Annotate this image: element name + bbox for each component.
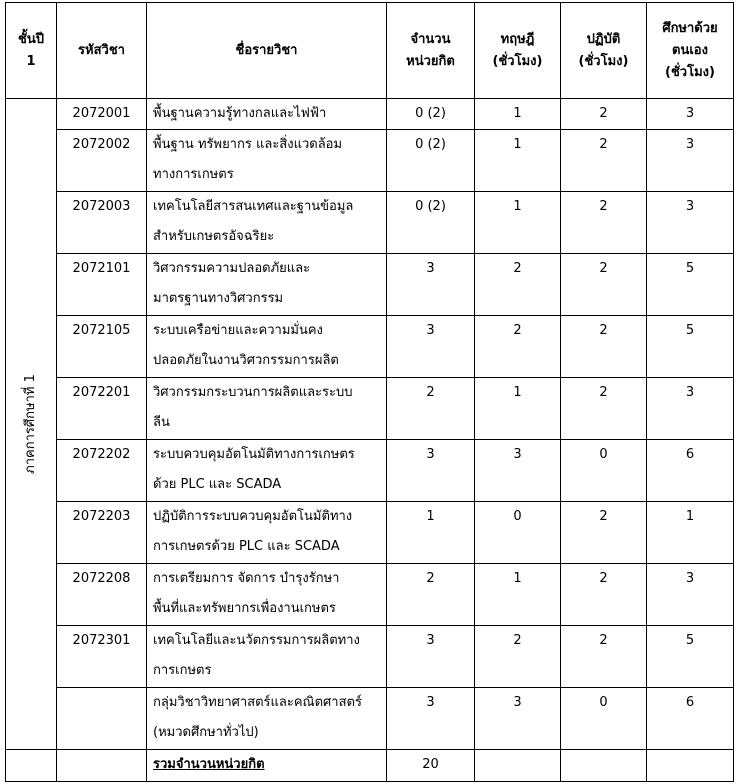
semester-cell xyxy=(6,99,57,750)
total-credits: 20 xyxy=(387,750,475,782)
table-row xyxy=(6,99,734,130)
credits-cell: 0 (2) xyxy=(387,130,475,192)
theory-cell: 3 xyxy=(475,688,561,750)
header-self-study: ศึกษาด้วย ตนเอง (ชั่วโมง) xyxy=(647,3,734,99)
empty-cell xyxy=(57,750,147,782)
course-code: 2072203 xyxy=(57,502,147,564)
course-name-line: วิศวกรรมความปลอดภัยและ xyxy=(153,261,311,276)
course-code: 2072002 xyxy=(57,130,147,192)
semester-label: ภาคการศึกษาที่ 1 xyxy=(23,374,38,474)
course-code: 2072101 xyxy=(57,254,147,316)
theory-cell: 2 xyxy=(475,626,561,688)
course-name xyxy=(147,626,387,688)
credits-cell: 3 xyxy=(387,254,475,316)
credits-cell: 0 (2) xyxy=(387,192,475,254)
credits-cell: 3 xyxy=(387,316,475,378)
practice-cell: 2 xyxy=(561,626,647,688)
course-name xyxy=(147,99,387,130)
table-row xyxy=(6,316,734,378)
empty-cell xyxy=(475,750,561,782)
self-study-cell: 5 xyxy=(647,316,734,378)
credits-cell: 3 xyxy=(387,688,475,750)
course-name xyxy=(147,688,387,750)
empty-cell xyxy=(647,750,734,782)
course-name xyxy=(147,564,387,626)
course-code: 2072208 xyxy=(57,564,147,626)
theory-cell: 2 xyxy=(475,316,561,378)
self-study-cell: 3 xyxy=(647,99,734,130)
course-name-line: ระบบควบคุมอัตโนมัติทางการเกษตร xyxy=(153,447,355,462)
practice-cell: 2 xyxy=(561,130,647,192)
course-name-line: พื้นฐานความรู้ทางกลและไฟฟ้า xyxy=(153,106,327,121)
course-name-line: พื้นที่และทรัพยากรเพื่องานเกษตร xyxy=(153,601,336,616)
course-name xyxy=(147,316,387,378)
credits-cell: 2 xyxy=(387,378,475,440)
table-row xyxy=(6,130,734,192)
course-code: 2072105 xyxy=(57,316,147,378)
table-row xyxy=(6,688,734,750)
self-study-cell: 5 xyxy=(647,254,734,316)
course-name-line: วิศวกรรมกระบวนการผลิตและระบบ xyxy=(153,385,353,400)
self-study-cell: 3 xyxy=(647,192,734,254)
credits-cell: 3 xyxy=(387,440,475,502)
table-row xyxy=(6,626,734,688)
theory-cell: 2 xyxy=(475,254,561,316)
table-row xyxy=(6,378,734,440)
course-code: 2072003 xyxy=(57,192,147,254)
theory-cell: 1 xyxy=(475,192,561,254)
practice-cell: 0 xyxy=(561,688,647,750)
course-name-line: ลีน xyxy=(153,415,170,430)
course-name-line: ด้วย PLC และ SCADA xyxy=(153,477,282,492)
course-name-line: มาตรฐานทางวิศวกรรม xyxy=(153,291,284,306)
course-name-line: สำหรับเกษตรอัจฉริยะ xyxy=(153,229,275,244)
total-label-cell xyxy=(147,750,387,782)
theory-cell: 3 xyxy=(475,440,561,502)
header-name: ชื่อรายวิชา xyxy=(147,3,387,99)
credits-cell: 1 xyxy=(387,502,475,564)
header-row xyxy=(6,3,734,99)
course-name-line: การเกษตร xyxy=(153,663,212,678)
course-code xyxy=(57,688,147,750)
credits-cell: 0 (2) xyxy=(387,99,475,130)
course-code: 2072202 xyxy=(57,440,147,502)
table-row xyxy=(6,192,734,254)
practice-cell: 0 xyxy=(561,440,647,502)
theory-cell: 1 xyxy=(475,130,561,192)
self-study-cell: 6 xyxy=(647,688,734,750)
table-row xyxy=(6,564,734,626)
course-code: 2072201 xyxy=(57,378,147,440)
practice-cell: 2 xyxy=(561,99,647,130)
curriculum-table xyxy=(5,2,734,782)
self-study-cell: 1 xyxy=(647,502,734,564)
course-code: 2072001 xyxy=(57,99,147,130)
course-name xyxy=(147,440,387,502)
theory-cell: 0 xyxy=(475,502,561,564)
header-practice: ปฏิบัติ (ชั่วโมง) xyxy=(561,3,647,99)
practice-cell: 2 xyxy=(561,564,647,626)
course-code: 2072301 xyxy=(57,626,147,688)
course-name-line: (หมวดศึกษาทั่วไป) xyxy=(153,725,259,740)
table-row xyxy=(6,502,734,564)
practice-cell: 2 xyxy=(561,502,647,564)
practice-cell: 2 xyxy=(561,378,647,440)
course-name-line: ปลอดภัยในงานวิศวกรรมการผลิต xyxy=(153,353,339,368)
header-credits: จำนวน หน่วยกิต xyxy=(387,3,475,99)
theory-cell: 1 xyxy=(475,99,561,130)
header-code: รหัสวิชา xyxy=(57,3,147,99)
self-study-cell: 3 xyxy=(647,378,734,440)
course-name-line: ปฏิบัติการระบบควบคุมอัตโนมัติทาง xyxy=(153,509,353,524)
self-study-cell: 5 xyxy=(647,626,734,688)
course-name-line: พื้นฐาน ทรัพยากร และสิ่งแวดล้อม xyxy=(153,137,343,152)
header-theory: ทฤษฎี (ชั่วโมง) xyxy=(475,3,561,99)
self-study-cell: 3 xyxy=(647,130,734,192)
course-name-line: ทางการเกษตร xyxy=(153,167,234,182)
credits-cell: 3 xyxy=(387,626,475,688)
practice-cell: 2 xyxy=(561,192,647,254)
table-row xyxy=(6,440,734,502)
empty-cell xyxy=(6,750,57,782)
course-name-line: เทคโนโลยีสารสนเทศและฐานข้อมูล xyxy=(153,199,354,214)
self-study-cell: 3 xyxy=(647,564,734,626)
course-name xyxy=(147,192,387,254)
course-name xyxy=(147,254,387,316)
course-name-line: การเตรียมการ จัดการ บำรุงรักษา xyxy=(153,571,340,586)
theory-cell: 1 xyxy=(475,564,561,626)
course-name-line: ระบบเครือข่ายและความมั่นคง xyxy=(153,323,323,338)
credits-cell: 2 xyxy=(387,564,475,626)
course-name-line: การเกษตรด้วย PLC และ SCADA xyxy=(153,539,340,554)
theory-cell: 1 xyxy=(475,378,561,440)
table-row xyxy=(6,254,734,316)
course-name-line: เทคโนโลยีและนวัตกรรมการผลิตทาง xyxy=(153,633,360,648)
practice-cell: 2 xyxy=(561,316,647,378)
course-name xyxy=(147,378,387,440)
empty-cell xyxy=(561,750,647,782)
header-year: ชั้นปี 1 xyxy=(6,3,57,99)
total-row xyxy=(6,750,734,782)
total-label: รวมจำนวนหน่วยกิต xyxy=(153,757,265,772)
course-name-line: กลุ่มวิชาวิทยาศาสตร์และคณิตศาสตร์ xyxy=(153,695,362,710)
self-study-cell: 6 xyxy=(647,440,734,502)
course-name xyxy=(147,502,387,564)
practice-cell: 2 xyxy=(561,254,647,316)
course-name xyxy=(147,130,387,192)
